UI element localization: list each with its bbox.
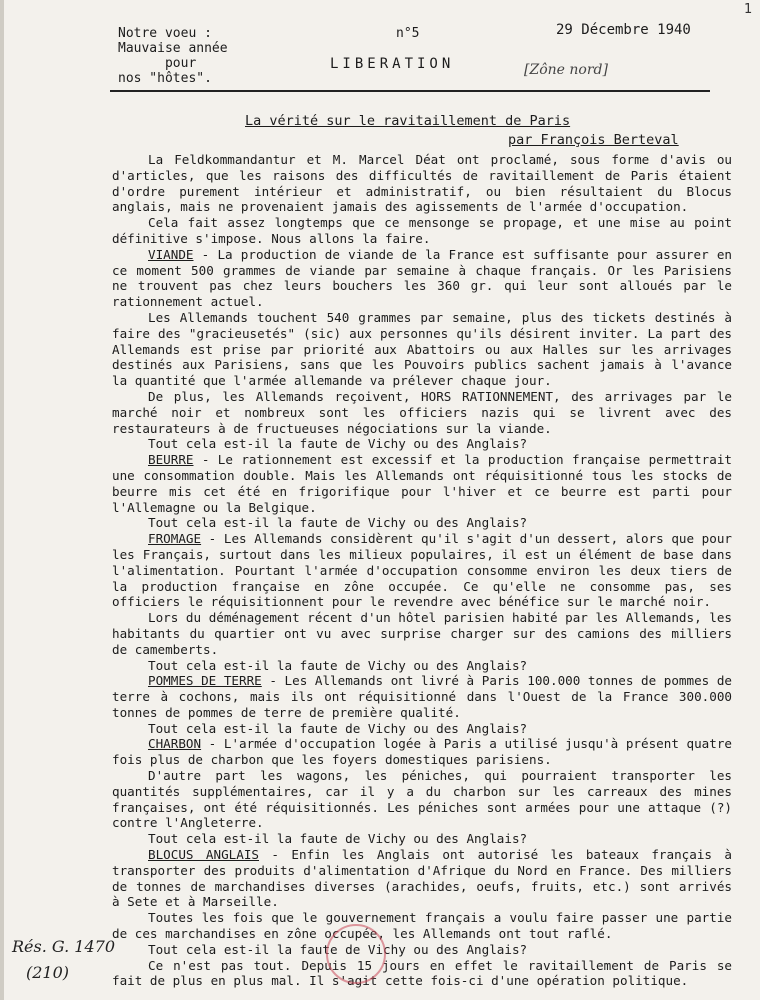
paragraph-text: - Le rationnement est excessif et la production française permettrait une consommation double. Mais les Allemands ont réquisitionné tous les stocks de beurre mis cet été en frigorifique pour l'hiver et ce beurre est parti pour l'Allemagne ou la Belgique. xyxy=(112,452,732,515)
paragraph-text: - Enfin les Anglais ont autorisé les bateaux français à transporter des produits d'alimentation d'Afrique du Nord en France. Des milliers de tonnes de marchandises diverses (arachides, oeufs, fruits, etc.) sont arrivés à Sete et à Marseille. xyxy=(112,847,732,910)
paragraph-text: La Feldkommandantur et M. Marcel Déat ont proclamé, sous forme d'avis ou d'articles, que les raisons des difficultés de ravitaillement de Paris étaient d'ordre purement intérieur et administratif, ou bien résultaient du Blocus anglais, mais ne provenaient jamais des agissements de l'armée d'occupation. xyxy=(112,152,732,215)
article-title: La vérité sur le ravitaillement de Paris xyxy=(245,113,571,129)
article-paragraph xyxy=(112,310,732,389)
paragraph-text: Tout cela est-il la faute de Vichy ou des Anglais? xyxy=(148,436,528,452)
article-paragraph xyxy=(112,910,732,942)
refrain-question xyxy=(112,721,732,737)
paragraph-text: Toutes les fois que le gouvernement français a voulu faire passer une partie de ces marchandises en zône occupée, les Allemands ont tout raflé. xyxy=(112,910,732,942)
article-paragraph xyxy=(112,736,732,768)
refrain-question xyxy=(112,942,732,958)
paragraph-text: Tout cela est-il la faute de Vichy ou des Anglais? xyxy=(148,831,528,847)
article-paragraph xyxy=(112,452,732,515)
page-edge xyxy=(0,0,4,1000)
header-motto: Notre voeu : Mauvaise année pour nos "hôtes". xyxy=(118,26,228,86)
header-rule xyxy=(110,90,710,92)
article-paragraph xyxy=(112,531,732,610)
paragraph-text: Tout cela est-il la faute de Vichy ou des Anglais? xyxy=(148,657,528,673)
paragraph-text: Lors du déménagement récent d'un hôtel parisien habité par les Allemands, les habitants du quartier ont vu avec surprise charger sur des camions des milliers de camemberts. xyxy=(112,610,732,657)
article-paragraph xyxy=(112,610,732,657)
paragraph-text: Cela fait assez longtemps que ce mensonge se propage, et une mise au point définitive s'impose. Nous allons la faire. xyxy=(112,215,732,246)
refrain-question xyxy=(112,658,732,674)
refrain-question xyxy=(112,436,732,452)
article-body xyxy=(112,152,732,989)
paragraph-text: - Les Allemands ont livré à Paris 100.000 tonnes de pommes de terre à cochons, mais ils ont réquisitionné dans l'Ouest de la France 300.000 tonnes de pommes de terre de première qualité. xyxy=(112,673,733,720)
article-paragraph xyxy=(112,215,732,247)
article-paragraph xyxy=(112,247,732,310)
paragraph-text: Tout cela est-il la faute de Vichy ou des Anglais? xyxy=(148,720,528,736)
article-paragraph xyxy=(112,673,732,720)
archive-mark xyxy=(12,934,115,986)
section-keyword: VIANDE xyxy=(148,246,194,262)
paragraph-text: Tout cela est-il la faute de Vichy ou des Anglais? xyxy=(148,941,528,957)
paragraph-text: Ce n'est pas tout. Depuis 15 jours en effet le ravitaillement de Paris se fait de plus en plus mal. Il s'agit cette fois-ci d'une opération politique. xyxy=(112,957,732,989)
article-paragraph xyxy=(112,152,732,215)
zone-annotation: [Zône nord] xyxy=(524,62,608,78)
paragraph-text: D'autre part les wagons, les péniches, qui pourraient transporter les quantités supplémentaires, car il y a du charbon sur les carreaux des mines françaises, ont été réquisitionnés. Les péniches sont armées pour une attaque (?) contre l'Angleterre. xyxy=(112,768,732,831)
article-paragraph xyxy=(112,958,732,990)
issue-number: n°5 xyxy=(396,26,420,41)
paragraph-text: De plus, les Allemands reçoivent, HORS RATIONNEMENT, des arrivages par le marché noir et nombreux sont les officiers nazis qui se livrent avec des restaurateurs à de fructueuses négociations sur la viande. xyxy=(112,388,732,436)
article-paragraph xyxy=(112,847,732,910)
paragraph-text: - La production de viande de la France est suffisante pour assurer en ce moment 500 grammes de viande par semaine à chaque français. Or les Parisiens ne trouvent pas chez leurs bouchers les 360 gr. qui leur sont alloués par le rationnement actuel. xyxy=(112,246,732,310)
refrain-question xyxy=(112,515,732,531)
paragraph-text: Les Allemands touchent 540 grammes par semaine, plus des tickets destinés à faire des "gracieusetés" (sic) aux personnes qu'ils désirent inviter. La part des Allemands est prise par priorité aux Abattoirs ou aux Halles sur les arrivages destinés aux Parisiens, sans que les Pouvoirs publics sachent jamais à l'avance la quantité que l'armée allemande va prélever chaque jour. xyxy=(112,309,732,389)
archive-number: (210) xyxy=(26,963,70,982)
refrain-question xyxy=(112,831,732,847)
article-paragraph xyxy=(112,389,732,436)
page-number: 1 xyxy=(744,2,753,17)
article-byline: par François Berteval xyxy=(508,132,679,148)
section-keyword: POMMES DE TERRE xyxy=(148,673,262,689)
library-stamp xyxy=(326,924,386,984)
issue-date: 29 Décembre 1940 xyxy=(556,22,691,38)
section-keyword: BEURRE xyxy=(148,452,194,468)
section-keyword: BLOCUS ANGLAIS xyxy=(148,847,259,863)
section-keyword: FROMAGE xyxy=(148,531,202,547)
paragraph-text: - Les Allemands considèrent qu'il s'agit d'un dessert, alors que pour les Français, surtout dans les milieux populaires, il est un élément de base dans l'alimentation. Pourtant l'armée d'occupation consomme environ les deux tiers de la production française en zône occupée. Ce qu'elle ne consomme pas, ses officiers le réquisitionnent pour le revendre avec bénéfice sur le marché noir. xyxy=(112,531,732,610)
paragraph-text: Tout cela est-il la faute de Vichy ou des Anglais? xyxy=(148,515,528,531)
masthead-title: LIBERATION xyxy=(330,56,455,72)
section-keyword: CHARBON xyxy=(148,736,202,752)
paragraph-text: - L'armée d'occupation logée à Paris a utilisé jusqu'à présent quatre fois plus de charbon que les foyers domestiques parisiens. xyxy=(112,736,732,768)
archive-shelfmark: Rés. G. 1470 xyxy=(12,937,115,956)
article-paragraph xyxy=(112,768,732,831)
